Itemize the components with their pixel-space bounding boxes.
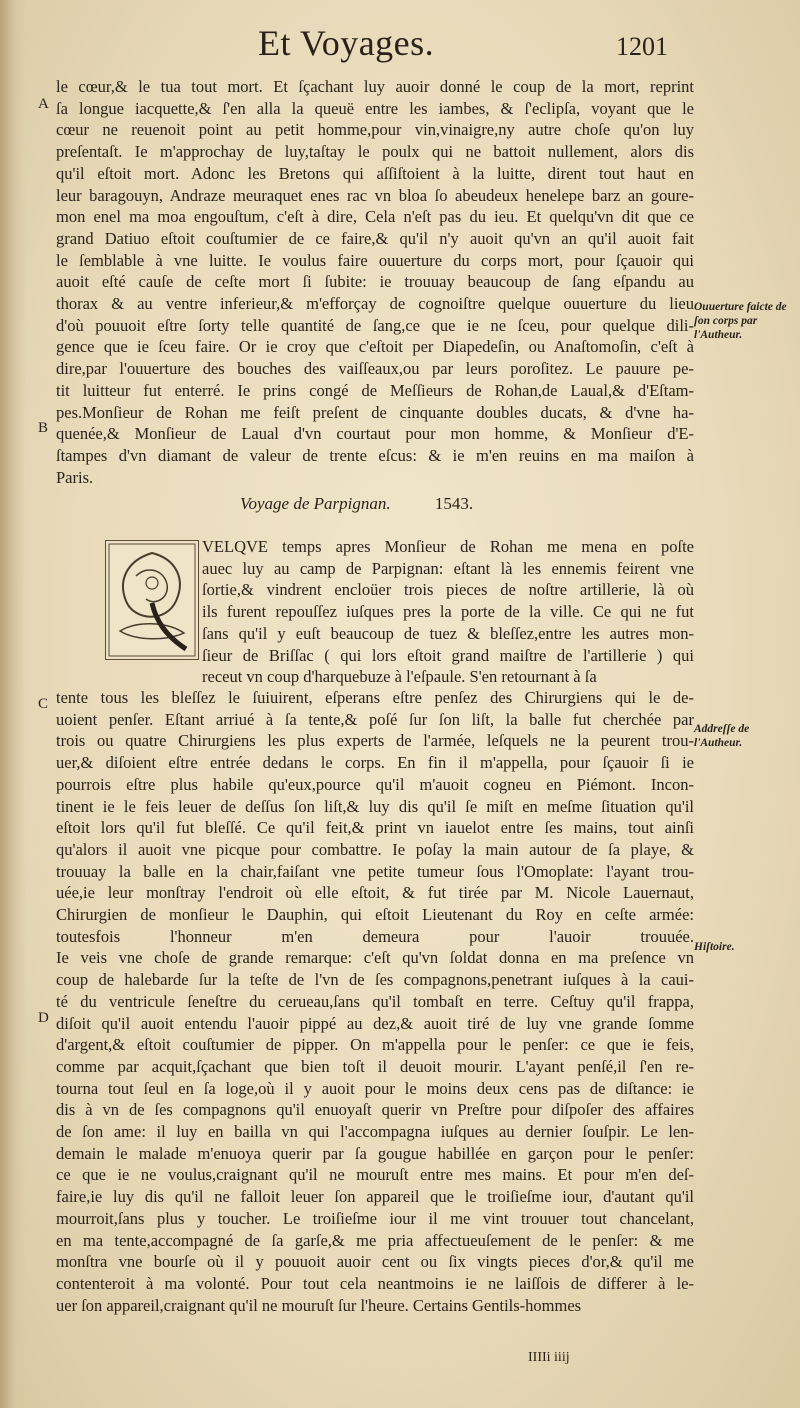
text-line: VELQVE temps apres Monſieur de Rohan me mena en poſte bbox=[202, 537, 694, 556]
running-head bbox=[0, 22, 800, 72]
page-number: 1201 bbox=[616, 32, 668, 61]
section-year: 1543. bbox=[434, 494, 474, 513]
text-line: ſieur de Briſſac ( qui lors eſtoit grand maiſtre de l'artillerie ) qui bbox=[202, 645, 694, 665]
text-line: gence que ie ſceu faire. Or ie croy que c'eſtoit per Diapedeſin, ou Anaſtomoſin, c'eſt à bbox=[56, 337, 694, 357]
margin-letter-d: D bbox=[38, 1010, 49, 1026]
text-line: le ſemblable à vne luitte. Ie voulus faire ouuerture du corps mort, pour ſçauoir qui bbox=[56, 250, 694, 270]
side-note-histoire: Hiſtoire. bbox=[694, 941, 735, 953]
text-line: coup de halebarde ſur la teſte de l'vn de ſes compagnons,penetrant iuſques à la caui- bbox=[56, 970, 694, 990]
text-line: auoit eſté cauſe de ceſte mort ſi ſubite: ie trouuay beaucoup de ſang eſpandu au bbox=[56, 272, 694, 292]
binding-gutter bbox=[0, 0, 26, 1408]
text-line: demain le malade m'enuoya querir par ſa gougue habillée en garçon pour le penſer: bbox=[56, 1143, 694, 1163]
text-line: d'où pouuoit eſtre ſorty telle quantité de ſang,ce que ie ne ſceu, pour quelque dili- bbox=[56, 315, 694, 335]
margin-letter-c: C bbox=[38, 696, 49, 712]
text-line: dire,par l'ouuerture des bouches des vaiſſeaux,ou par leurs poroſitez. Le pauure pe- bbox=[56, 359, 694, 379]
text-line: Ie veis vne choſe de grande remarque: c'eſt qu'vn ſoldat donna en ma preſence vn bbox=[56, 948, 694, 968]
paragraph-block-2 bbox=[202, 536, 694, 688]
text-line: d'argent,& eſtoit couſtumier de pipper. On m'appella pour le penſer: ce que ie feis, bbox=[56, 1035, 694, 1055]
text-line: monſtra vne bourſe où il y pouuoit auoir cent ou ſix vingts pieces d'or,& qu'il me bbox=[56, 1252, 694, 1272]
text-line: tinent ie le feis leuer de deſſus ſon liſt,& luy dis qu'il ſe miſt en meſme ſituation qu'il bbox=[56, 796, 694, 816]
text-line: tente tous les bleſſez le ſuiuirent, eſperans eſtre penſez des Chirurgiens qui le de- bbox=[56, 688, 694, 707]
side-note-addresse: Addreſſe de l'Autheur. bbox=[694, 723, 750, 749]
text-line: ſtampes d'vn diamant de valeur de trente eſcus: & ie m'en reuins en ma maiſon à bbox=[56, 445, 694, 465]
text-line: pes.Monſieur de Rohan me feiſt preſent de cinquante doubles ducats, & d'vne ha- bbox=[56, 402, 694, 422]
decorated-initial-q bbox=[105, 540, 199, 660]
margin-letter-b: B bbox=[38, 420, 49, 436]
text-line: qu'il eſtoit mort. Adonc les Bretons qui aſſiſtoient à la luitte, dirent tout haut en bbox=[56, 163, 694, 183]
text-line: auec luy au camp de Parpignan: eſtant là les ennemis feirent vne bbox=[202, 558, 694, 578]
text-line: quenée,& Monſieur de Laual d'vn courtaut pour mon homme, & Monſieur d'E- bbox=[56, 424, 694, 444]
text-line: trouuay la balle en la chair,faiſant vne petite tumeur ſous l'Omoplate: l'ayant trou- bbox=[56, 861, 694, 881]
text-line: faire,ie luy dis qu'il ne falloit leuer ſon appareil que le troiſieſme iour, d'autant qu'il bbox=[56, 1187, 694, 1207]
text-line: ce que ie ne voulus,craignant qu'il ne mouruſt entre mes mains. Et pour m'en deſ- bbox=[56, 1165, 694, 1185]
text-line: Chirurgien de monſieur le Dauphin, qui eſtoit Lieutenant du Roy en ceſte armée: bbox=[56, 905, 694, 925]
text-line: ſans qu'il y euſt beaucoup de tuez & bleſſez,entre les autres mon- bbox=[202, 623, 694, 643]
text-line: en ma tente,accompagné de ſa garſe,& me pria affectueuſement de le penſer: & me bbox=[56, 1230, 694, 1250]
text-line: leur baragouyn, Andraze meuraquet enes rac vn bloa ſo abeudeux henelepe barz an goure- bbox=[56, 185, 694, 205]
running-title: Et Voyages. bbox=[258, 23, 435, 63]
text-line: de ſon ame: il luy en bailla vn qui l'accompagna iuſques au dernier ſouſpir. Le len- bbox=[56, 1122, 694, 1142]
text-line: preſentaſt. Ie m'approchay de luy,taſtay le poulx qui ne battoit nullement, alors dis bbox=[56, 142, 694, 162]
text-line: cœur ne reuenoit point au petit homme,pour vin,vinaigre,ny autre choſe qu'on luy bbox=[56, 120, 694, 140]
section-heading bbox=[240, 494, 473, 514]
signature-mark: IIIIi iiij bbox=[528, 1350, 570, 1365]
text-line: tourna tout ſeul en ſa loge,où il y auoit pour le moins deux cens pas de diſtance: ie bbox=[56, 1078, 694, 1098]
text-line: uer,& diſoient eſtre entrée dedans le corps. En fin il m'appella, pour ſçauoir ſi ie bbox=[56, 753, 694, 773]
text-line: mon enel ma moa engouſtum, c'eſt à dire, Cela n'eſt pas du ieu. Et quelqu'vn dit que ce bbox=[56, 207, 694, 227]
margin-letter-a: A bbox=[38, 96, 49, 112]
text-line: receut vn coup d'harquebuze à l'eſpaule. S'en retournant à ſa bbox=[202, 667, 597, 687]
text-line: eſtoit lors qu'il fut bleſſé. Ce qu'il feit,& print vn iauelot entre ſes mains, tout ainſi bbox=[56, 818, 694, 838]
text-line: diſoit qu'il auoit entendu l'auoir pippé au dez,& auoit tiré de luy vne grande ſomme bbox=[56, 1013, 694, 1033]
text-line: comme par acquit,ſçachant que bien toſt il deuoit mourir. L'ayant penſé,il ſ'en re- bbox=[56, 1056, 694, 1076]
text-line: uoient penſer. Eſtant arriué à ſa tente,& poſé ſur ſon liſt, la balle fut cherchée par bbox=[56, 709, 694, 729]
text-line: mourroit,ſans plus y toucher. Le troiſieſme iour il me vint trouuer tout chancelant, bbox=[56, 1208, 694, 1228]
text-line: Paris. bbox=[56, 467, 94, 487]
text-line: thorax & au ventre inferieur,& m'efforçay de cognoiſtre quelque ouuerture du lieu bbox=[56, 294, 694, 314]
text-line: uer ſon appareil,craignant qu'il ne mouruſt ſur l'heure. Certains Gentils-hommes bbox=[56, 1295, 582, 1315]
text-line: ils furent repouſſez iuſques pres la porte de la ville. Ce qui ne fut bbox=[202, 602, 694, 622]
text-line: ſa longue iacquette,& ſ'en alla la queuë entre les iambes, & ſ'eclipſa, voyant que le bbox=[56, 98, 694, 118]
paragraph-block-3 bbox=[56, 687, 694, 1316]
text-line: trois ou quatre Chirurgiens les plus experts de l'armée, leſquels ne la peurent trou- bbox=[56, 731, 694, 751]
paragraph-block-1 bbox=[56, 76, 694, 488]
side-note-ouuerture: Ouuerture faicte de ſon corps par l'Autheur. bbox=[694, 301, 787, 341]
text-line: pourrois eſtre plus habile qu'eux,pource qu'il m'auoit cogneu en Piémont. Incon- bbox=[56, 774, 694, 794]
text-line: contenteroit à ma volonté. Pour tout cela neantmoins ie ne laiſſois de differer à le- bbox=[56, 1273, 694, 1293]
text-line: le cœur,& le tua tout mort. Et ſçachant luy auoir donné le coup de la mort, reprint bbox=[56, 77, 694, 96]
text-line: dis à vn de ſes compagnons qu'il enuoyaſt querir vn Preſtre pour diſpoſer des affaires bbox=[56, 1100, 694, 1120]
text-line: toutesfois l'honneur m'en demeura pour l'auoir trouuée. bbox=[56, 926, 694, 946]
text-line: qu'alors il auoit vne picque pour combattre. Ie poſay la main autour de ſa playe, & bbox=[56, 839, 694, 859]
text-line: grand Datiuo eſtoit couſtumier de ce faire,& qu'il n'y auoit qu'vn an qu'il auoit fait bbox=[56, 228, 694, 248]
text-line: ſortie,& vindrent encloüer trois pieces de noſtre artillerie, là où bbox=[202, 580, 694, 600]
ornament-initial-icon bbox=[106, 541, 198, 659]
section-title: Voyage de Parpignan. bbox=[240, 494, 391, 513]
text-line: té du ventricule ſeneſtre du cerueau,ſans qu'il tombaſt en terre. Ceſtuy qu'il frappa, bbox=[56, 991, 694, 1011]
text-line: tit luitteur fut enterré. Ie prins congé de Meſſieurs de Rohan,de Laual,& d'Eſtam- bbox=[56, 380, 694, 400]
text-line: uée,ie leur monſtray l'endroit où elle eſtoit, & fut tirée par M. Nicole Lauernaut, bbox=[56, 883, 694, 903]
